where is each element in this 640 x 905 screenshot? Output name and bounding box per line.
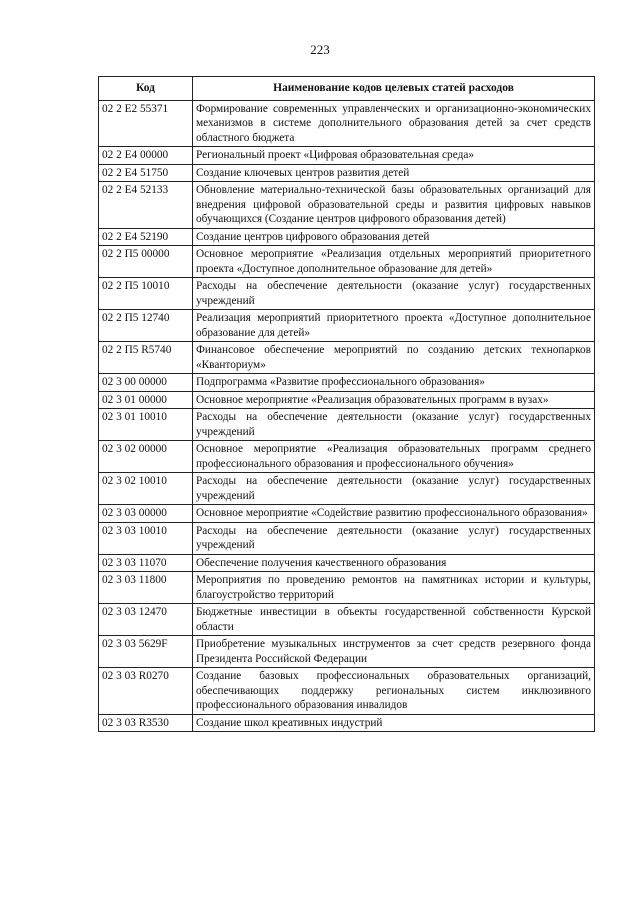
- row-code: 02 2 E2 55371: [99, 100, 193, 147]
- table-row: [99, 228, 595, 246]
- row-code: 02 3 03 12470: [99, 604, 193, 636]
- row-code: 02 2 E4 51750: [99, 164, 193, 182]
- row-code: 02 3 03 R3530: [99, 714, 193, 732]
- row-name: Основное мероприятие «Реализация отдельных мероприятий приоритетного проекта «Доступное дополнительное образование для детей»: [193, 246, 595, 278]
- table-row: [99, 473, 595, 505]
- row-name: Подпрограмма «Развитие профессионального образования»: [193, 374, 595, 392]
- table-row: [99, 572, 595, 604]
- table-row: [99, 374, 595, 392]
- row-code: 02 3 01 00000: [99, 391, 193, 409]
- row-code: 02 3 03 11800: [99, 572, 193, 604]
- target-articles-table: [98, 76, 595, 732]
- row-code: 02 3 03 10010: [99, 522, 193, 554]
- table-row: [99, 505, 595, 523]
- row-name: Создание базовых профессиональных образовательных организаций, обеспечивающих поддержку региональных систем инклюзивного профессионального образования инвалидов: [193, 668, 595, 715]
- row-name: Создание школ креативных индустрий: [193, 714, 595, 732]
- column-header-code: Код: [99, 77, 193, 101]
- row-code: 02 3 03 11070: [99, 554, 193, 572]
- table-row: [99, 147, 595, 165]
- table-row: [99, 391, 595, 409]
- row-name: Обеспечение получения качественного образования: [193, 554, 595, 572]
- row-name: Создание центров цифрового образования детей: [193, 228, 595, 246]
- row-code: 02 2 E4 00000: [99, 147, 193, 165]
- row-name: Формирование современных управленческих и организационно-экономических механизмов в системе дополнительного образования детей за счет средств областного бюджета: [193, 100, 595, 147]
- table-row: [99, 409, 595, 441]
- row-code: 02 2 П5 12740: [99, 310, 193, 342]
- row-name: Расходы на обеспечение деятельности (оказание услуг) государственных учреждений: [193, 278, 595, 310]
- table-row: [99, 310, 595, 342]
- row-name: Приобретение музыкальных инструментов за счет средств резервного фонда Президента Российской Федерации: [193, 636, 595, 668]
- row-code: 02 2 E4 52133: [99, 182, 193, 229]
- row-name: Обновление материально-технической базы образовательных организаций для внедрения цифровой образовательной среды и развития цифровых навыков обучающихся (Создание центров цифрового образования детей): [193, 182, 595, 229]
- page-number: 223: [310, 42, 330, 57]
- row-name: Основное мероприятие «Реализация образовательных программ в вузах»: [193, 391, 595, 409]
- row-name: Создание ключевых центров развития детей: [193, 164, 595, 182]
- table-row: [99, 604, 595, 636]
- row-code: 02 2 П5 10010: [99, 278, 193, 310]
- row-name: Расходы на обеспечение деятельности (оказание услуг) государственных учреждений: [193, 473, 595, 505]
- table-row: [99, 668, 595, 715]
- row-code: 02 3 02 10010: [99, 473, 193, 505]
- row-name: Расходы на обеспечение деятельности (оказание услуг) государственных учреждений: [193, 522, 595, 554]
- row-code: 02 2 П5 00000: [99, 246, 193, 278]
- row-code: 02 3 00 00000: [99, 374, 193, 392]
- row-name: Реализация мероприятий приоритетного проекта «Доступное дополнительное образование для детей»: [193, 310, 595, 342]
- row-code: 02 3 03 5629F: [99, 636, 193, 668]
- table-header-row: [99, 77, 595, 101]
- table-row: [99, 164, 595, 182]
- row-name: Расходы на обеспечение деятельности (оказание услуг) государственных учреждений: [193, 409, 595, 441]
- column-header-name: Наименование кодов целевых статей расходов: [193, 77, 595, 101]
- table-row: [99, 342, 595, 374]
- row-name: Региональный проект «Цифровая образовательная среда»: [193, 147, 595, 165]
- table-row: [99, 554, 595, 572]
- row-code: 02 2 П5 R5740: [99, 342, 193, 374]
- row-name: Основное мероприятие «Реализация образовательных программ среднего профессионального образования и профессионального обучения»: [193, 441, 595, 473]
- table-row: [99, 278, 595, 310]
- row-name: Мероприятия по проведению ремонтов на памятниках истории и культуры, благоустройство территорий: [193, 572, 595, 604]
- table-row: [99, 714, 595, 732]
- row-name: Финансовое обеспечение мероприятий по созданию детских технопарков «Кванториум»: [193, 342, 595, 374]
- table-row: [99, 246, 595, 278]
- table-row: [99, 441, 595, 473]
- table-row: [99, 182, 595, 229]
- table-row: [99, 636, 595, 668]
- row-name: Бюджетные инвестиции в объекты государственной собственности Курской области: [193, 604, 595, 636]
- row-name: Основное мероприятие «Содействие развитию профессионального образования»: [193, 505, 595, 523]
- table-row: [99, 522, 595, 554]
- row-code: 02 3 03 R0270: [99, 668, 193, 715]
- row-code: 02 3 01 10010: [99, 409, 193, 441]
- row-code: 02 3 03 00000: [99, 505, 193, 523]
- row-code: 02 2 E4 52190: [99, 228, 193, 246]
- row-code: 02 3 02 00000: [99, 441, 193, 473]
- table-row: [99, 100, 595, 147]
